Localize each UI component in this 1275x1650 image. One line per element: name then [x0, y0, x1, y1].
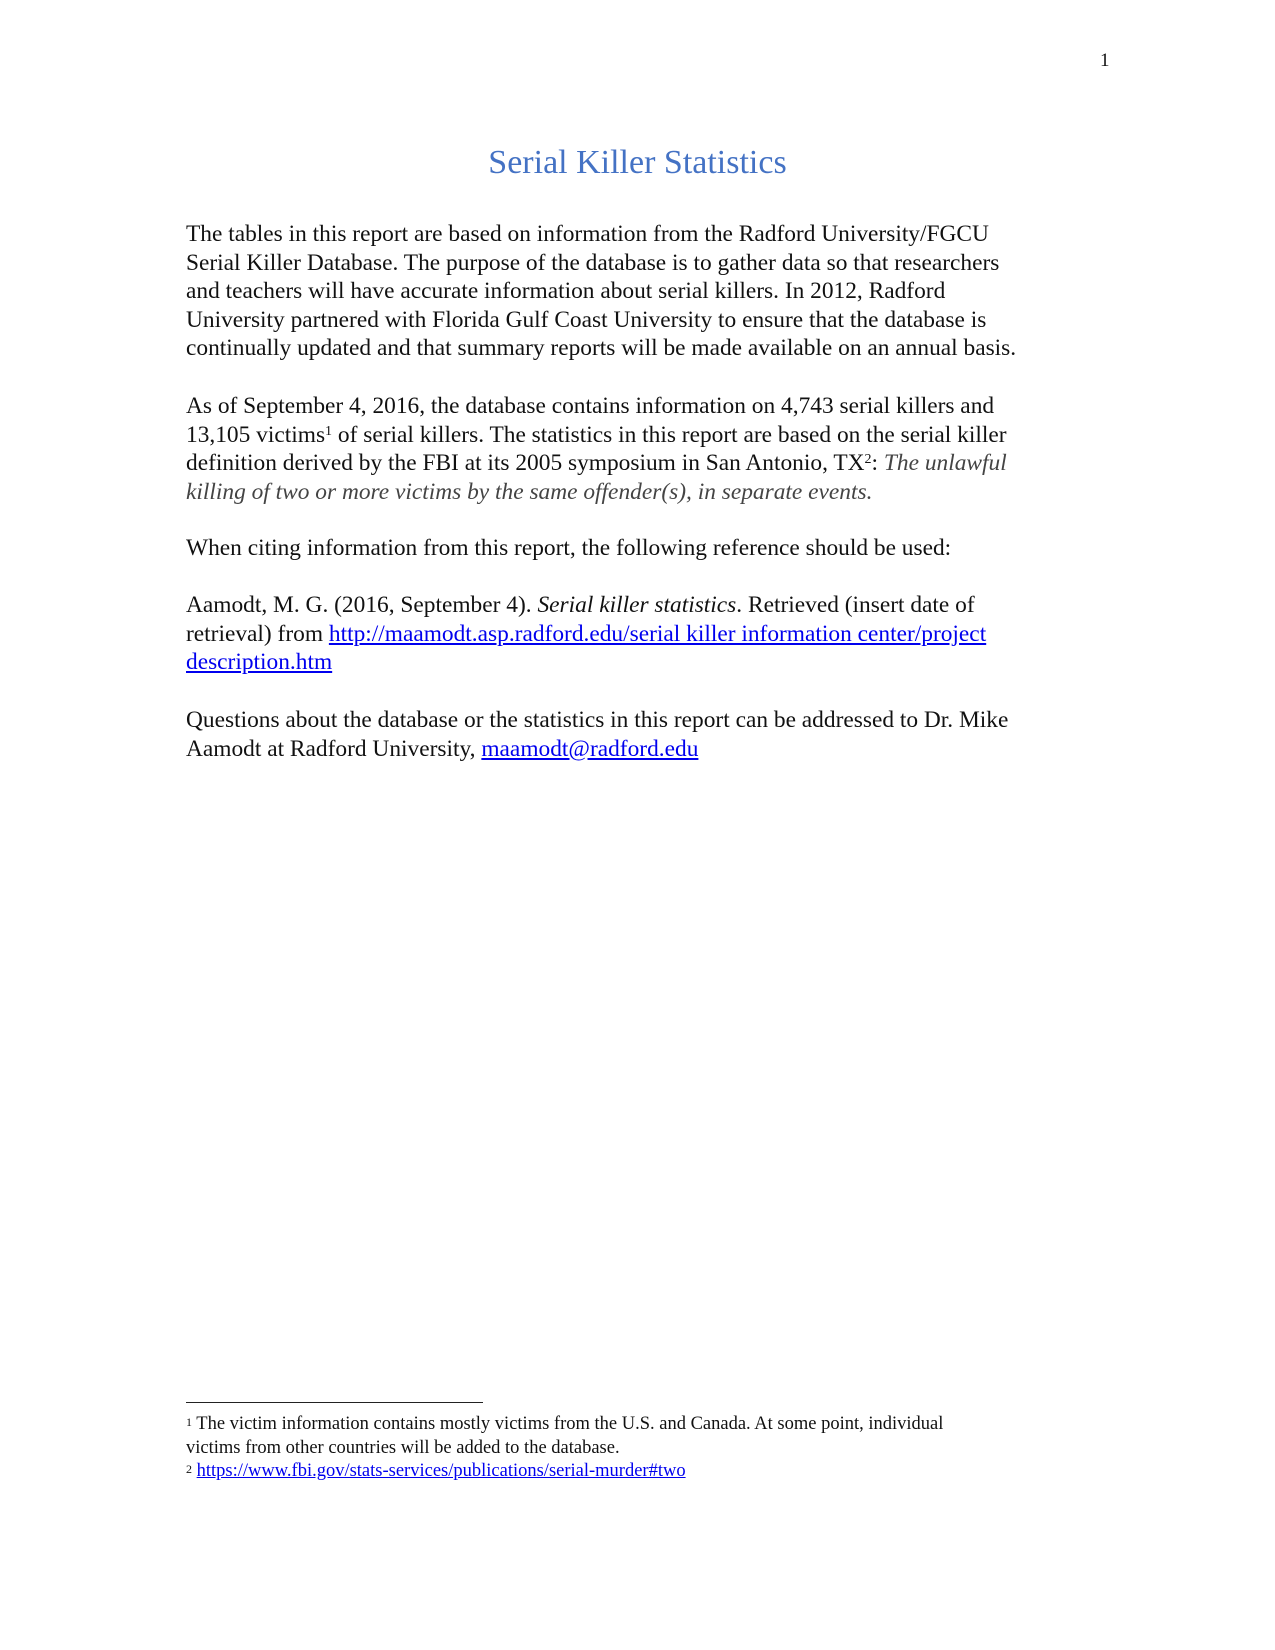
stats-text: definition derived by the FBI at its 2005 symposium in San Antonio, TX [186, 450, 865, 476]
contact-paragraph [186, 706, 1086, 763]
intro-line: University partnered with Florida Gulf Coast University to ensure that the database is [186, 306, 987, 333]
intro-line: Serial Killer Database. The purpose of the database is to gather data so that researchers [186, 249, 1000, 276]
citation-intro: When citing information from this report, the following reference should be used: [186, 535, 952, 561]
contact-email-link[interactable]: maamodt@radford.edu [481, 735, 699, 762]
reference-url-link-continued[interactable]: description.htm [186, 649, 333, 675]
stats-line [186, 449, 1086, 478]
footnote-ref-1[interactable]: 1 [325, 423, 333, 439]
reference-line [186, 620, 1086, 649]
fbi-url-link[interactable]: https://www.fbi.gov/stats-services/publications/serial-murder#two [196, 1461, 686, 1481]
footnote-1-continued: victims from other countries will be added to the database. [186, 1437, 620, 1458]
reference-retrieved: . Retrieved (insert date of [736, 592, 975, 618]
footnote-1 [186, 1413, 1086, 1437]
reference-title: Serial killer statistics [537, 592, 737, 618]
intro-paragraph [186, 220, 1086, 363]
intro-line: continually updated and that summary reports will be made available on an annual basis. [186, 335, 1017, 361]
document-title: Serial Killer Statistics [488, 144, 787, 181]
contact-line [186, 735, 1086, 764]
stats-text: : [871, 450, 884, 476]
intro-line: The tables in this report are based on information from the Radford University/FGCU [186, 221, 989, 247]
footnote-separator [186, 1402, 483, 1403]
fbi-definition-end: . [866, 478, 873, 505]
footnote-1-mark: 1 [186, 1415, 192, 1429]
reference-url-link[interactable]: http://maamodt.asp.radford.edu/serial killer information center/project [328, 620, 987, 647]
reference-line [186, 591, 1086, 620]
stats-line [186, 478, 1086, 507]
footnotes [186, 1413, 1086, 1484]
stats-line: As of September 4, 2016, the database contains information on 4,743 serial killers and [186, 393, 995, 419]
reference-authors: Aamodt, M. G. (2016, September 4). [186, 592, 538, 618]
footnote-ref-2[interactable]: 2 [864, 452, 872, 467]
fbi-definition: The unlawful [883, 450, 1007, 476]
contact-line: Questions about the database or the statistics in this report can be addressed to Dr. Mike [186, 707, 1009, 733]
reference-line [186, 648, 1086, 677]
stats-text: 13,105 victims [186, 421, 326, 448]
page-number: 1 [1100, 50, 1110, 71]
footnote-1-text: The victim information contains mostly victims from the U.S. and Canada. At some point, individual [192, 1414, 944, 1434]
footnote-2 [186, 1460, 1086, 1484]
contact-text: Aamodt at Radford University, [186, 735, 482, 762]
fbi-definition: killing of two or more victims by the same offender(s), in separate events [186, 478, 867, 505]
citation-intro-paragraph [186, 534, 1086, 563]
stats-text: of serial killers. The statistics in this report are based on the serial killer [332, 421, 1007, 448]
database-stats-paragraph [186, 392, 1086, 506]
stats-line [186, 421, 1086, 450]
reference-paragraph [186, 591, 1086, 677]
reference-retrieval: retrieval) from [186, 620, 329, 647]
intro-line: and teachers will have accurate information about serial killers. In 2012, Radford [186, 278, 946, 304]
footnote-2-mark: 2 [186, 1462, 192, 1476]
